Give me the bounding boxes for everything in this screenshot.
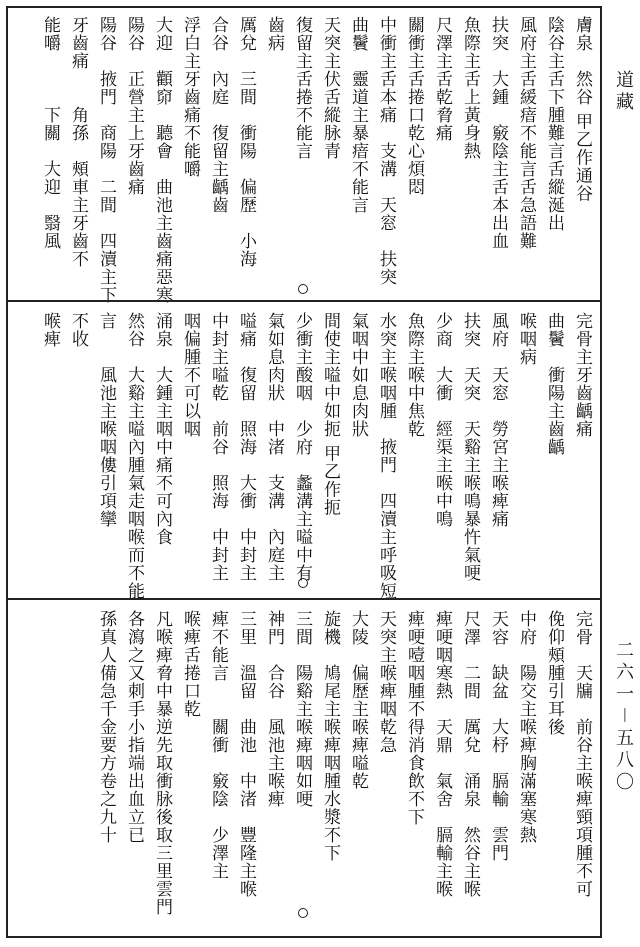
text-column: 孫真人備急千金要方卷之九十	[96, 610, 116, 844]
panel-2-columns	[34, 312, 594, 600]
text-column: 能嚼 下關 大迎 翳風	[40, 16, 60, 250]
text-column: 少衝主酸咽 少府 蠡溝主嗌中有	[292, 312, 312, 582]
text-column: 言 風池主喉咽僂引項攣	[96, 312, 116, 528]
binding-ring	[298, 578, 308, 588]
text-column: 少商 大衝 經渠主喉中鳴	[432, 312, 452, 528]
panel-divider-2	[8, 598, 600, 600]
text-column: 不收	[68, 312, 88, 348]
text-column: 齒病	[264, 16, 284, 52]
panel-2	[8, 304, 600, 600]
text-column: 喉痺	[40, 312, 60, 348]
text-column: 中府 陽交主喉痺胸滿塞寒熱	[516, 610, 536, 844]
panel-3-columns	[90, 610, 594, 928]
text-column: 曲鬢 靈道主暴瘖不能言	[348, 16, 368, 214]
text-column: 關衝主舌捲口乾心煩悶	[404, 16, 424, 196]
text-column: 凡喉痺脅中暴逆先取衝脉後取三里雲門	[152, 610, 172, 916]
text-column: 喉咽病	[516, 312, 536, 366]
text-column: 中封主嗌乾 前谷 照海 中封主	[208, 312, 228, 582]
panel-1	[8, 8, 600, 304]
text-column: 膚泉 然谷 甲乙作通谷	[572, 16, 592, 203]
binding-ring	[298, 908, 308, 918]
panel-1-columns	[34, 16, 594, 304]
text-column: 牙齒痛 角孫 頰車主牙齒不	[68, 16, 88, 268]
text-column: 天突主喉痺咽乾急	[376, 610, 396, 754]
text-column: 陽谷 正營主上牙齒痛	[124, 16, 144, 196]
text-column: 各瀉之又刺手小指端出血立已	[124, 610, 144, 844]
text-column: 中衝主舌本痛 支溝 天窓 扶突	[376, 16, 396, 286]
text-column: 扶突 大鍾 竅陰主舌本出血	[488, 16, 508, 250]
text-column: 三里 溫留 曲池 中渚 豐隆主喉	[236, 610, 256, 898]
text-column: 陽谷 掖門 商陽 二間 四瀆主下	[96, 16, 116, 304]
text-column: 旋機 鳩尾主喉痺咽腫水漿不下	[320, 610, 340, 862]
text-column: 尺澤 二間 厲兌 涌泉 然谷主喉	[460, 610, 480, 898]
binding-ring	[298, 284, 308, 294]
text-column: 復留主舌捲不能言	[292, 16, 312, 160]
text-column: 曲鬢 衝陽主齒齲	[544, 312, 564, 456]
text-column: 魚際主舌上黃身熱	[460, 16, 480, 160]
text-column: 痺哽咽寒熱 天鼎 氣舍 膈輸主喉	[432, 610, 452, 898]
text-column: 風府 天窓 勞宮主喉痺痛	[488, 312, 508, 528]
panel-3	[8, 602, 600, 934]
text-column: 然谷 大谿主嗌內腫氣走咽喉而不能	[124, 312, 144, 600]
text-column: 風府主舌緩瘖不能言舌急語難	[516, 16, 536, 250]
text-column: 氣如息肉狀 中渚 支溝 內庭主	[264, 312, 284, 582]
text-column: 神門 合谷 風池主喉痺	[264, 610, 284, 808]
text-column: 魚際主喉中焦乾	[404, 312, 424, 438]
text-column: 合谷 內庭 復留主齲齒	[208, 16, 228, 214]
text-column: 大迎 顴窌 聽會 曲池主齒痛惡寒	[152, 16, 172, 304]
text-column: 氣咽中如息肉狀	[348, 312, 368, 438]
text-column: 涌泉 大鍾主咽中痛不可內食	[152, 312, 172, 546]
text-column: 三間 陽谿主喉痺咽如哽	[292, 610, 312, 808]
text-column: 浮白主牙齒痛不能嚼	[180, 16, 200, 178]
text-column: 痺不能言 關衝 竅陰 少澤主	[208, 610, 228, 880]
text-column: 完骨 天牖 前谷主喉痺頸項腫不可	[572, 610, 592, 898]
text-column: 俛仰頰腫引耳後	[544, 610, 564, 736]
text-column: 喉痺舌捲口乾	[180, 610, 200, 718]
text-column: 厲兌 三間 衝陽 偏歷 小海	[236, 16, 256, 268]
text-column: 尺澤主舌乾脅痛	[432, 16, 452, 142]
text-column: 完骨主牙齒齲痛	[572, 312, 592, 438]
panel-divider-1	[8, 300, 600, 302]
text-column: 天突主伏舌縱脉青	[320, 16, 340, 160]
text-column: 水突主喉咽腫 掖門 四瀆主呼吸短	[376, 312, 396, 600]
text-column: 天容 缺盆 大杼 膈輸 雲門	[488, 610, 508, 862]
text-column: 嗌痛 復留 照海 大衝 中封主	[236, 312, 256, 582]
text-column: 扶突 天突 天谿主喉鳴暴忤氣哽	[460, 312, 480, 582]
text-column: 間使主嗌中如扼 甲乙作扼	[320, 312, 340, 517]
text-column: 痺哽噎咽腫不得消食飲不下	[404, 610, 424, 826]
text-column: 大陵 偏歷主喉痺嗌乾	[348, 610, 368, 790]
page-number: 二六一－五八〇	[613, 640, 634, 794]
book-title-margin: 道藏	[613, 70, 634, 114]
text-column: 陰谷主舌下腫難言舌縱涎出	[544, 16, 564, 232]
text-column: 咽偏腫不可以咽	[180, 312, 200, 438]
